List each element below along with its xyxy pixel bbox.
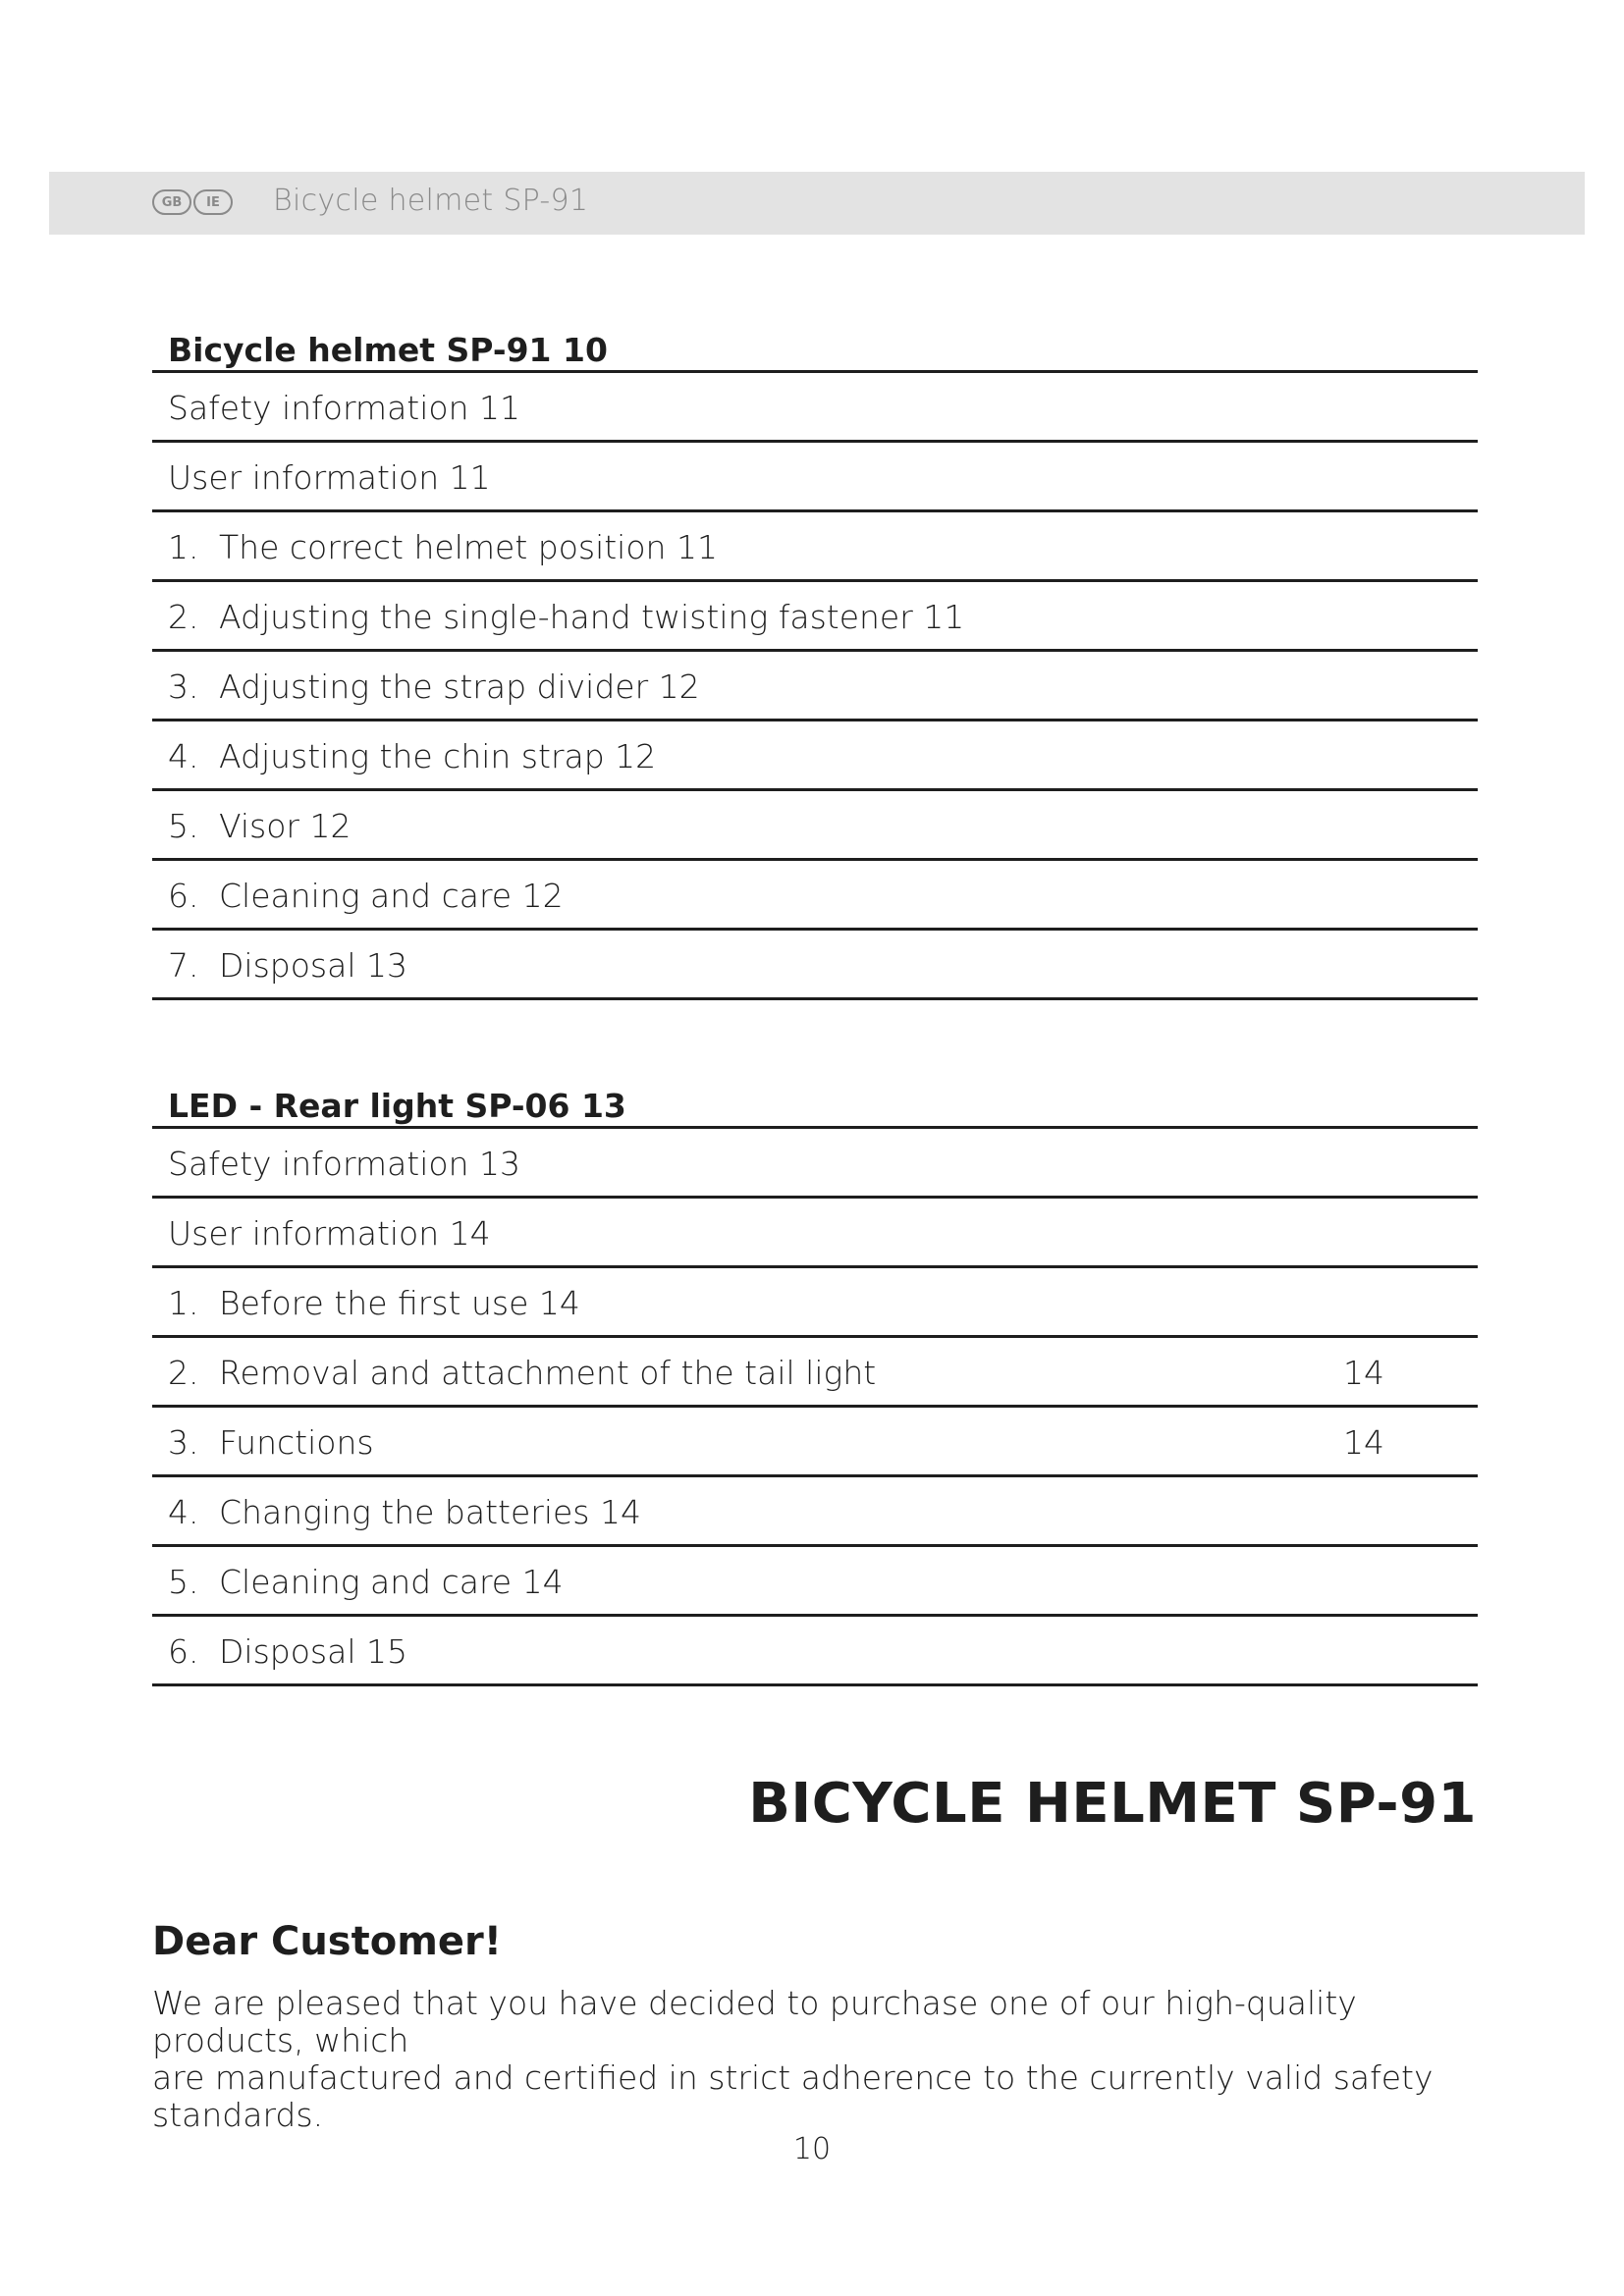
page-number: 10 [792, 2132, 832, 2166]
toc-row [152, 373, 1478, 443]
toc-item-text: Cleaning and care 12 [219, 877, 564, 915]
toc-item-text: Disposal 13 [219, 946, 407, 985]
toc-item-number: 6. [168, 877, 199, 915]
toc-section-bicycle-helmet [152, 331, 1478, 1000]
toc-row [152, 512, 1478, 582]
toc-item-number: 3. [168, 1423, 199, 1462]
toc-row [152, 1129, 1478, 1199]
toc-heading: Bicycle helmet SP-91 10 [152, 331, 1478, 373]
running-header-title: Bicycle helmet SP-91 [273, 184, 589, 218]
toc-item-text: Functions [219, 1423, 374, 1462]
toc-row [152, 1408, 1478, 1477]
section-title: BICYCLE HELMET SP-91 [748, 1772, 1477, 1836]
toc-row [152, 652, 1478, 721]
language-badges [152, 189, 235, 215]
toc-section-rear-light [152, 1087, 1478, 1686]
toc-item-number: 4. [168, 737, 199, 775]
toc-row [152, 1199, 1478, 1268]
intro-paragraph [152, 1985, 1488, 2134]
toc-item-text: Disposal 15 [219, 1632, 407, 1671]
header-band [49, 172, 1585, 235]
toc-item-text: Changing the batteries 14 [219, 1493, 641, 1531]
toc-row [152, 721, 1478, 791]
intro-line: are manufactured and certified in strict adherence to the currently valid safety standards. [152, 2058, 1434, 2134]
toc-row [152, 791, 1478, 861]
toc-row [152, 1547, 1478, 1617]
toc-item-text: Adjusting the single-hand twisting fastener 11 [219, 598, 965, 636]
toc-item-number: 2. [168, 598, 199, 636]
toc-item-text: Safety information 11 [168, 389, 520, 427]
toc-item-text: Adjusting the chin strap 12 [219, 737, 657, 775]
toc-item-number: 5. [168, 1563, 199, 1601]
toc-row [152, 1338, 1478, 1408]
toc-item-text: User information 14 [168, 1214, 491, 1253]
toc-row [152, 931, 1478, 1000]
toc-item-number: 2. [168, 1354, 199, 1392]
toc-item-text: The correct helmet position 11 [219, 528, 718, 566]
toc-row [152, 1617, 1478, 1686]
language-badge-ie: IE [193, 189, 233, 215]
toc-item-number: 1. [168, 1284, 199, 1322]
toc-item-text: Cleaning and care 14 [219, 1563, 564, 1601]
toc-row [152, 582, 1478, 652]
toc-item-number: 1. [168, 528, 199, 566]
toc-row [152, 443, 1478, 512]
toc-item-page: 14 [1343, 1354, 1384, 1392]
toc-item-number: 7. [168, 946, 199, 985]
toc-item-page: 14 [1343, 1423, 1384, 1462]
toc-item-text: Before the first use 14 [219, 1284, 580, 1322]
toc-item-number: 4. [168, 1493, 199, 1531]
toc-item-number: 6. [168, 1632, 199, 1671]
toc-item-number: 3. [168, 667, 199, 706]
toc-row [152, 1268, 1478, 1338]
intro-line: We are pleased that you have decided to purchase one of our high-quality products, which [152, 1984, 1357, 2059]
toc-item-text: Safety information 13 [168, 1145, 520, 1183]
language-badge-gb: GB [152, 189, 191, 215]
toc-heading: LED - Rear light SP-06 13 [152, 1087, 1478, 1129]
toc-item-text: User information 11 [168, 458, 491, 497]
greeting-heading: Dear Customer! [152, 1919, 502, 1964]
toc-row [152, 861, 1478, 931]
toc-item-text: Visor 12 [219, 807, 352, 845]
toc-item-number: 5. [168, 807, 199, 845]
toc-row [152, 1477, 1478, 1547]
toc-item-text: Adjusting the strap divider 12 [219, 667, 700, 706]
toc-item-text: Removal and attachment of the tail light [219, 1354, 877, 1392]
